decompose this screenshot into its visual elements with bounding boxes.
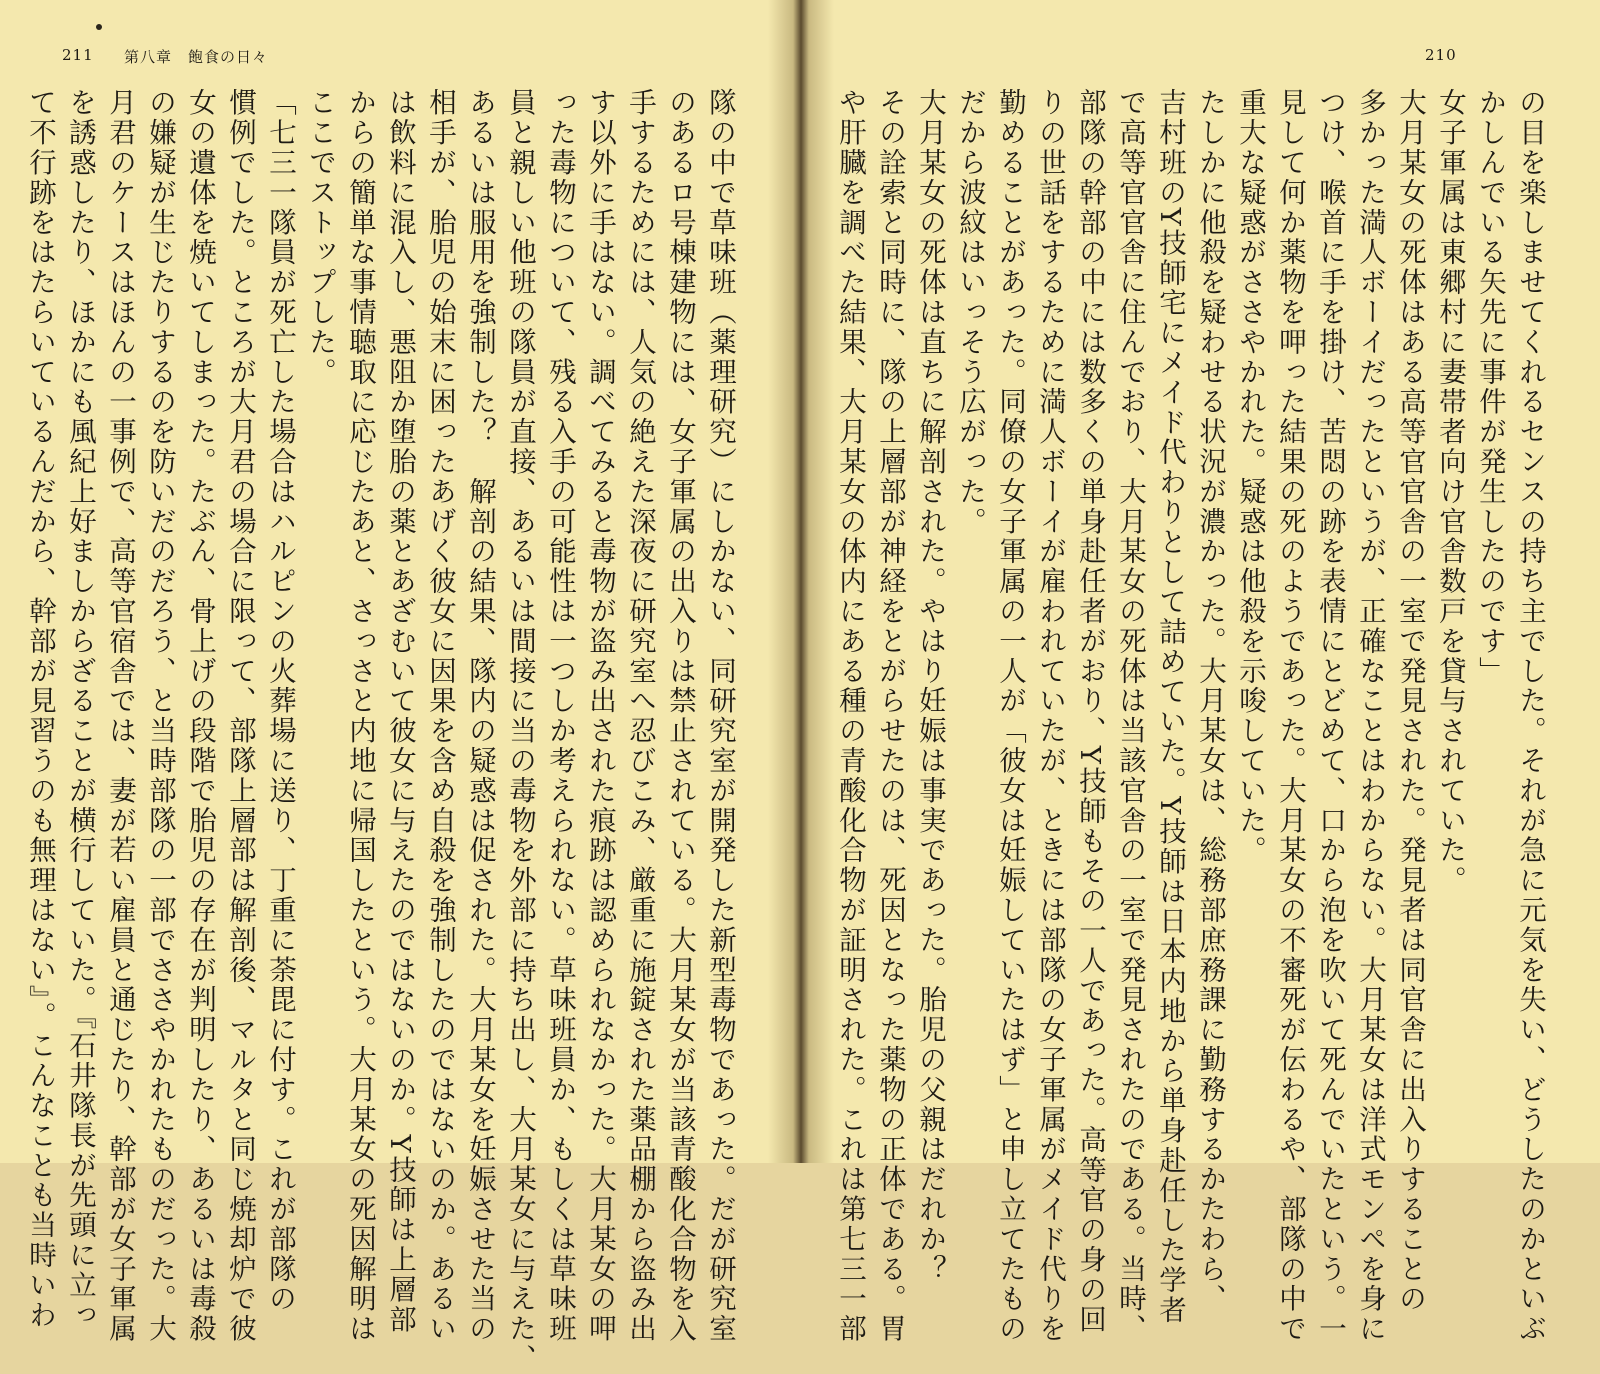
text-line: の嫌疑が生じたりするのを防いだのだろう、と当時部隊の一部でささやかれたものだった。大 (144, 88, 176, 1344)
text-line: のあるロ号棟建物には、女子軍属の出入りは禁止されている。大月某女が当該青酸化合物を入 (664, 88, 696, 1344)
left-page-number: 211 (62, 46, 94, 64)
text-line: 重大な疑惑がささやかれた。疑惑は他殺を示唆していた。 (1234, 88, 1266, 866)
text-line: かしんでいる矢先に事件が発生したのです」 (1474, 88, 1506, 686)
text-line: の目を楽しませてくれるセンスの持ち主でした。それが急に元気を失い、どうしたのかといぶ (1514, 88, 1546, 1344)
text-line: りの世話をするために満人ボーイが雇われていたが、ときには部隊の女子軍属がメイド代りを (1034, 88, 1066, 1344)
text-line: 女子軍属は東郷村に妻帯者向け官舎数戸を貸与されていた。 (1434, 88, 1466, 896)
text-line: 相手が、胎児の始末に困ったあげく彼女に因果を含め自殺を強制したのではないのか。あるい (424, 88, 456, 1344)
text-line: す以外に手はない。調べてみると毒物が盗み出された痕跡は認められなかった。大月某女の呷 (584, 88, 616, 1344)
text-line: て不行跡をはたらいているんだから、幹部が見習うのも無理はない』。こんなことも当時いわ (24, 88, 56, 1331)
text-line: った毒物について、残る入手の可能性は一つしか考えられない。草味班員か、もしくは草味班 (544, 88, 576, 1344)
text-line: 多かった満人ボーイだったというが、正確なことはわからない。大月某女は洋式モンペを身に (1354, 88, 1386, 1344)
text-line: 部隊の幹部の中には数多くの単身赴任者がおり、Y技師もその一人であった。高等官の身の回 (1074, 88, 1106, 1335)
text-line: で高等官官舎に住んでおり、大月某女の死体は当該官舎の一室で発見されたのである。当時、 (1114, 88, 1146, 1344)
text-line: たしかに他殺を疑わせる状況が濃かった。大月某女は、総務部庶務課に勤務するかたわら、 (1194, 88, 1226, 1314)
text-line: からの簡単な事情聴取に応じたあと、さっさと内地に帰国したという。大月某女の死因解明は (344, 88, 376, 1344)
text-line: 大月某女の死体はある高等官官舎の一室で発見された。発見者は同官舎に出入りすることの (1394, 88, 1426, 1314)
speck (96, 24, 102, 30)
text-line: を誘惑したり、ほかにも風紀上好ましからざることが横行していた。『石井隊長が先頭に立っ (64, 88, 96, 1331)
text-line: だから波紋はいっそう広がった。 (954, 88, 986, 537)
text-line: 勤めることがあった。同僚の女子軍属の一人が「彼女は妊娠していたはず」と申し立てたもの (994, 88, 1026, 1344)
text-line: 月君のケースはほんの一事例で、高等官宿舎では、妻が若い雇員と通じたり、幹部が女子軍属 (104, 88, 136, 1344)
text-line: 員と親しい他班の隊員が直接、あるいは間接に当の毒物を外部に持ち出し、大月某女に与えた、 (504, 88, 536, 1374)
text-line: 見して何か薬物を呷った結果の死のようであった。大月某女の不審死が伝わるや、部隊の中で (1274, 88, 1306, 1344)
running-title: 第八章 飽食の日々 (124, 48, 269, 66)
text-line: ここでストップした。 (304, 88, 336, 387)
text-line: 隊の中で草味班（薬理研究）にしかない、同研究室が開発した新型毒物であった。だが研究室 (704, 88, 736, 1344)
text-line: 女の遺体を焼いてしまった。たぶん、骨上げの段階で胎児の存在が判明したり、あるいは毒殺 (184, 88, 216, 1344)
right-page-number: 210 (1425, 46, 1457, 64)
text-line: や肝臓を調べた結果、大月某女の体内にある種の青酸化合物が証明された。これは第七三一部 (834, 88, 866, 1344)
left-page-text (24, 88, 740, 1374)
text-line: 「七三一隊員が死亡した場合はハルピンの火葬場に送り、丁重に荼毘に付す。これが部隊の (264, 88, 296, 1314)
text-line: 大月某女の死体は直ちに解剖された。やはり妊娠は事実であった。胎児の父親はだれか？ (914, 88, 946, 1284)
text-line: その詮索と同時に、隊の上層部が神経をとがらせたのは、死因となった薬物の正体である。胃 (874, 88, 906, 1344)
text-line: 手するためには、人気の絶えた深夜に研究室へ忍びこみ、厳重に施錠された薬品棚から盗み出 (624, 88, 656, 1344)
text-line: つけ、喉首に手を掛け、苦悶の跡を表情にとどめて、口から泡を吹いて死んでいたという。一 (1314, 88, 1346, 1344)
text-line: 慣例でした。ところが大月君の場合に限って、部隊上層部は解剖後、マルタと同じ焼却炉で彼 (224, 88, 256, 1344)
text-line: は飲料に混入し、悪阻か堕胎の薬とあざむいて彼女に与えたのではないのか。Y技師は上層部 (384, 88, 416, 1335)
text-line: あるいは服用を強制した？ 解剖の結果、隊内の疑惑は促された。大月某女を妊娠させた当の (464, 88, 496, 1344)
text-line: 吉村班のY技師宅にメイド代わりとして詰めていた。Y技師は日本内地から単身赴任した学者 (1154, 88, 1186, 1326)
right-page-text (804, 88, 1550, 1344)
